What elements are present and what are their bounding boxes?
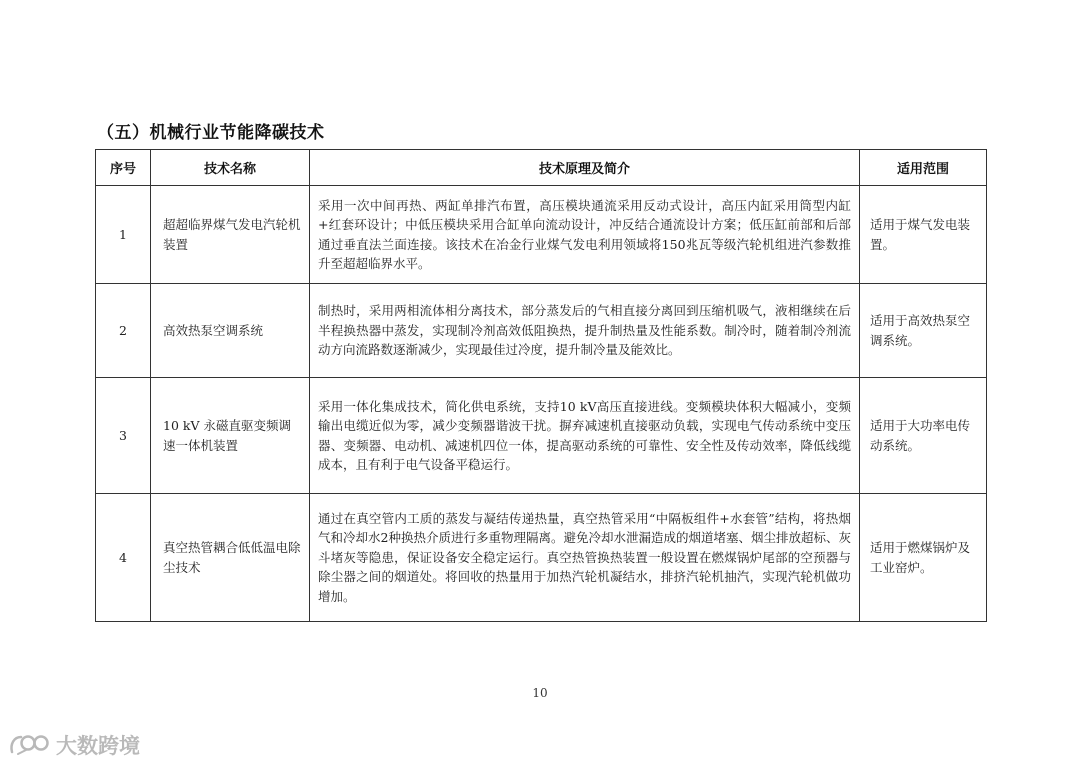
row-description: 采用一次中间再热、两缸单排汽布置，高压模块通流采用反动式设计，高压内缸采用筒型内缸+红套环设计；中低压模块采用合缸单向流动设计，冲反结合通流设计方案；低压缸前部和后部通过垂直法兰面连接。该技术在冶金行业煤气发电利用领域将150兆瓦等级汽轮机组进汽参数推升至超超临界水平。 [310, 186, 860, 284]
row-scope: 适用于高效热泵空调系统。 [860, 284, 987, 378]
page-number: 10 [532, 686, 548, 700]
row-no: 4 [96, 494, 151, 622]
row-name: 10 kV 永磁直驱变频调速一体机装置 [151, 378, 310, 494]
row-no: 1 [96, 186, 151, 284]
watermark-text: 大数跨境 [56, 734, 140, 758]
table-row [96, 378, 987, 494]
ce-logo-icon [8, 732, 52, 758]
section-title: （五）机械行业节能降碳技术 [97, 123, 325, 143]
table-row [96, 284, 987, 378]
technology-table [95, 149, 987, 622]
row-scope: 适用于煤气发电装置。 [860, 186, 987, 284]
row-name: 高效热泵空调系统 [151, 284, 310, 378]
row-name: 超超临界煤气发电汽轮机装置 [151, 186, 310, 284]
row-scope: 适用于大功率电传动系统。 [860, 378, 987, 494]
row-scope: 适用于燃煤锅炉及工业窑炉。 [860, 494, 987, 622]
row-description: 制热时，采用两相流体相分离技术，部分蒸发后的气相直接分离回到压缩机吸气，液相继续在后半程换热器中蒸发，实现制冷剂高效低阻换热，提升制热量及性能系数。制冷时，随着制冷剂流动方向流路数逐渐减少，实现最佳过冷度，提升制冷量及能效比。 [310, 284, 860, 378]
header-no: 序号 [96, 150, 151, 186]
row-description: 采用一体化集成技术，简化供电系统，支持10 kV高压直接进线。变频模块体积大幅减小，变频输出电缆近似为零，减少变频器谐波干扰。摒弃减速机直接驱动负载，实现电气传动系统中变压器、变频器、电动机、减速机四位一体，提高驱动系统的可靠性、安全性及传动效率，降低线缆成本，且有利于电气设备平稳运行。 [310, 378, 860, 494]
table-row [96, 494, 987, 622]
table-row [96, 186, 987, 284]
row-description: 通过在真空管内工质的蒸发与凝结传递热量，真空热管采用“中隔板组件+水套管”结构，将热烟气和冷却水2种换热介质进行多重物理隔离。避免冷却水泄漏造成的烟道堵塞、烟尘排放超标、灰斗堵灰等隐患，保证设备安全稳定运行。真空热管换热装置一般设置在燃煤锅炉尾部的空预器与除尘器之间的烟道处。将回收的热量用于加热汽轮机凝结水，排挤汽轮机抽汽，实现汽轮机做功增加。 [310, 494, 860, 622]
row-no: 2 [96, 284, 151, 378]
header-name: 技术名称 [151, 150, 310, 186]
table-header-row [96, 150, 987, 186]
watermark [8, 730, 140, 760]
row-no: 3 [96, 378, 151, 494]
row-name: 真空热管耦合低低温电除尘技术 [151, 494, 310, 622]
header-scope: 适用范围 [860, 150, 987, 186]
header-description: 技术原理及简介 [310, 150, 860, 186]
